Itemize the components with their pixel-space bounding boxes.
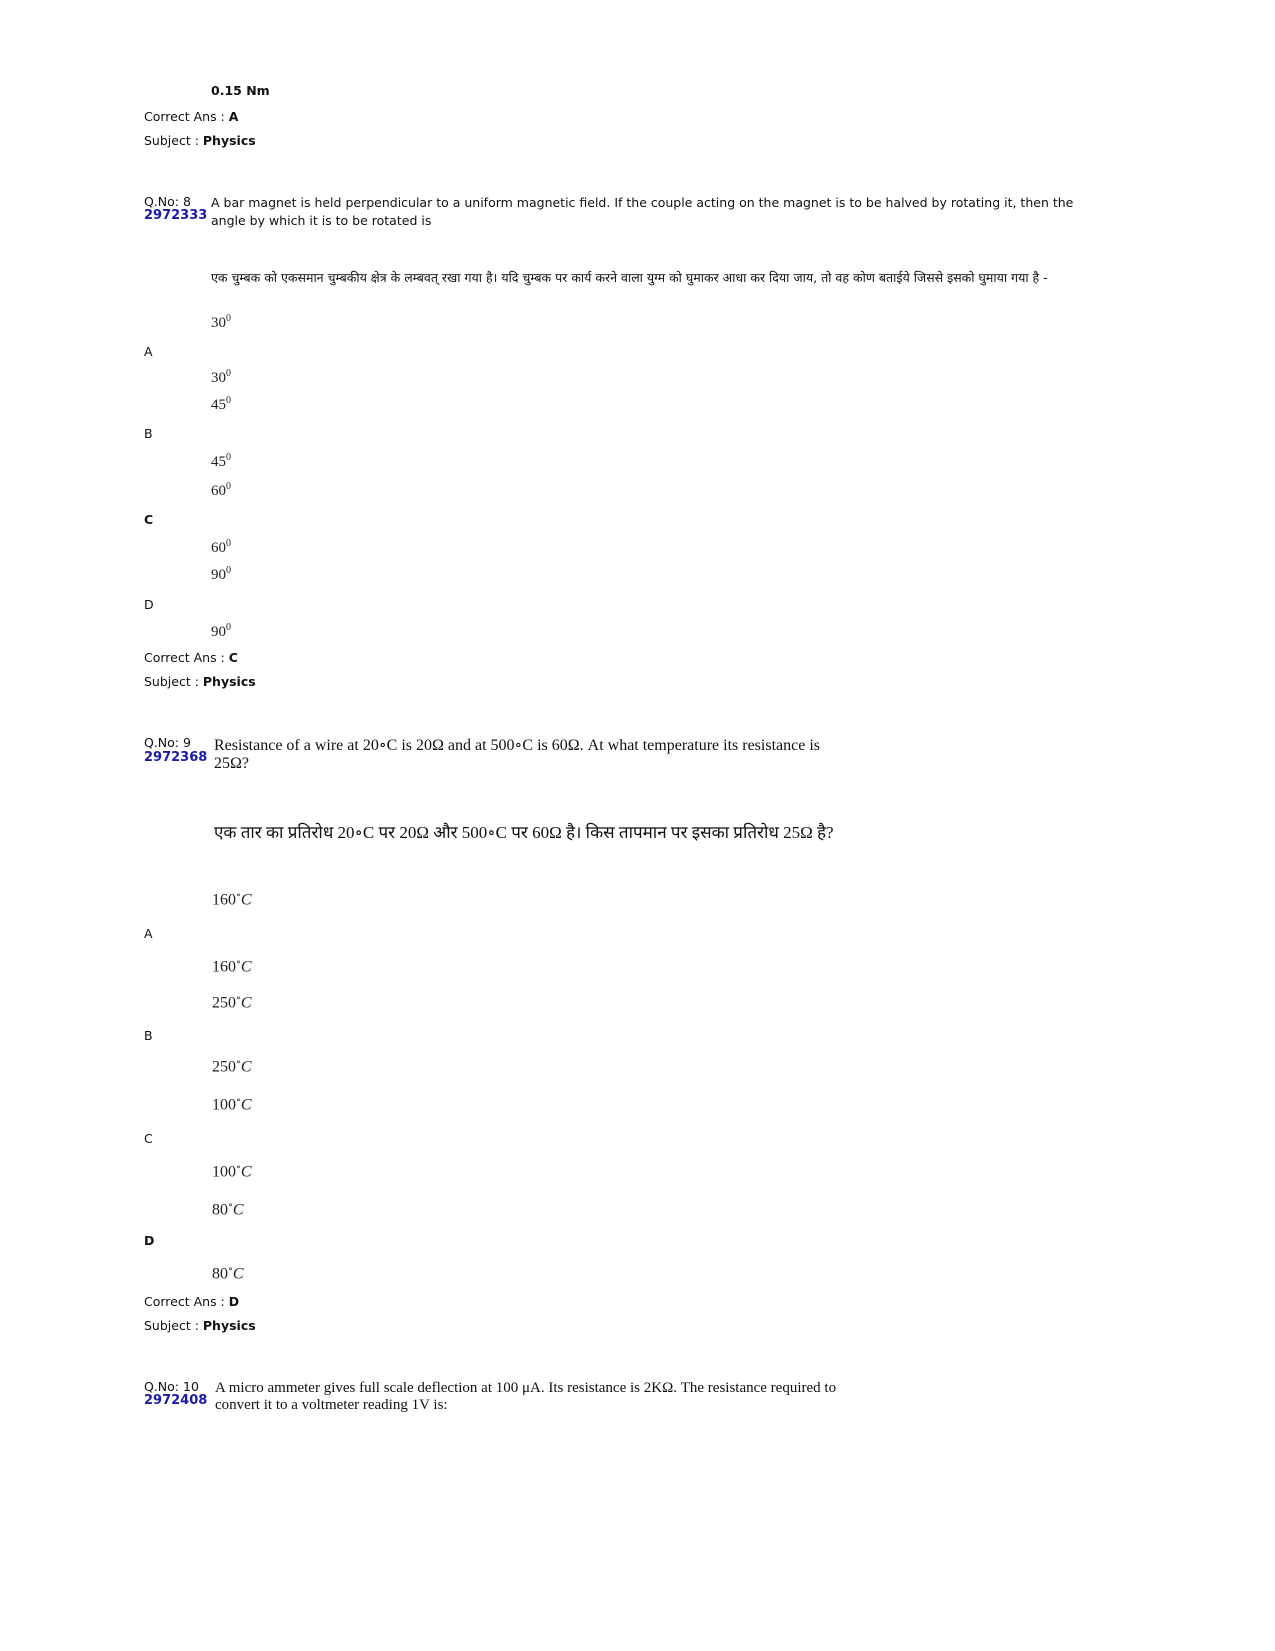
option-a-value: $30^0$ <box>211 313 231 331</box>
question-text-english: A bar magnet is held perpendicular to a uniform magnetic field. If the couple acting on the magnet is to be halved by rotating it, then the angle by which it is to be rotated is <box>211 195 1074 228</box>
option-b-letter: B <box>144 426 153 441</box>
option-a-value-repeat: 160∘C <box>212 957 252 976</box>
subject-line <box>144 1318 256 1333</box>
option-b-letter: B <box>144 1028 153 1043</box>
question-text-hindi: एक तार का प्रतिरोध 20∘C पर 20Ω और 500∘C पर 60Ω है। किस तापमान पर इसका प्रतिरोध 25Ω है? <box>214 823 834 842</box>
option-c-value-repeat: $60^0$ <box>211 538 231 556</box>
option-c-value: $60^0$ <box>211 481 231 499</box>
option-c-value: 100∘C <box>212 1095 252 1114</box>
option-b-value: 250∘C <box>212 993 252 1012</box>
subject-value: Physics <box>202 1318 256 1333</box>
option-c-value-repeat: 100∘C <box>212 1162 252 1181</box>
question-number: Q.No: 10 <box>144 1379 199 1394</box>
subject-value: Physics <box>202 674 256 689</box>
correct-answer-line <box>144 109 238 124</box>
question-text-hindi: एक चुम्बक को एकसमान चुम्बकीय क्षेत्र के लम्बवत् रखा गया है। यदि चुम्बक पर कार्य करने वाला युग्म को घुमाकर आधा कर दिया जाय, तो वह कोण बताईये जिससे इसको घुमाया गया है - <box>211 270 1048 285</box>
correct-answer-line <box>144 1294 239 1309</box>
subject-line <box>144 674 256 689</box>
option-b-value-repeat: $45^0$ <box>211 452 231 470</box>
option-b-value: $45^0$ <box>211 395 231 413</box>
previous-option-d: 0.15 Nm <box>211 83 270 98</box>
option-a-letter: A <box>144 926 153 941</box>
question-id: 2972333 <box>144 208 208 223</box>
question-id: 2972408 <box>144 1393 208 1408</box>
correct-answer-label: Correct Ans : <box>144 1294 229 1309</box>
correct-answer-label: Correct Ans : <box>144 650 229 665</box>
correct-answer-value: A <box>228 109 239 124</box>
option-c-letter: C <box>144 512 154 527</box>
option-d-value-repeat: 80∘C <box>212 1264 244 1283</box>
option-c-letter: C <box>144 1131 153 1146</box>
option-a-value: 160∘C <box>212 890 252 909</box>
option-d-value: $90^0$ <box>211 565 231 583</box>
question-id: 2972368 <box>144 750 208 765</box>
question-text-english: A micro ammeter gives full scale deflection at 100 μA. Its resistance is 2KΩ. The resistance required to convert it to a voltmeter reading 1V is: <box>215 1380 837 1413</box>
subject-label: Subject : <box>144 674 203 689</box>
correct-answer-value: D <box>228 1294 240 1309</box>
correct-answer-value: C <box>228 650 238 665</box>
correct-answer-line <box>144 650 238 665</box>
option-d-letter: D <box>144 1233 155 1248</box>
option-a-value-repeat: $30^0$ <box>211 368 231 386</box>
question-number: Q.No: 9 <box>144 735 191 750</box>
subject-line <box>144 133 256 148</box>
option-d-letter: D <box>144 597 154 612</box>
question-number: Q.No: 8 <box>144 194 191 209</box>
option-b-value-repeat: 250∘C <box>212 1057 252 1076</box>
subject-label: Subject : <box>144 133 203 148</box>
option-d-value: 80∘C <box>212 1200 244 1219</box>
option-d-value-repeat: $90^0$ <box>211 622 231 640</box>
subject-value: Physics <box>202 133 256 148</box>
question-text-english: Resistance of a wire at 20∘C is 20Ω and at 500∘C is 60Ω. At what temperature its resistance is 25Ω? <box>214 737 820 772</box>
correct-answer-label: Correct Ans : <box>144 109 229 124</box>
option-a-letter: A <box>144 344 153 359</box>
subject-label: Subject : <box>144 1318 203 1333</box>
